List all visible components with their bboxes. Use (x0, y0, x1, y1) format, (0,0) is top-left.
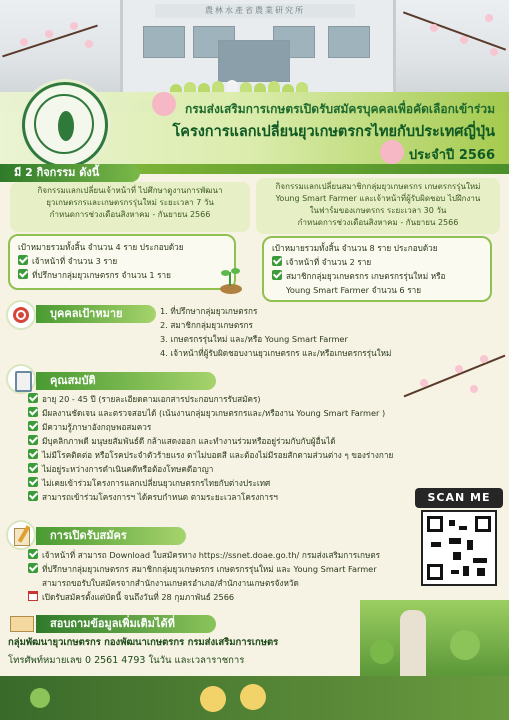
text-line: กิจกรรมแลกเปลี่ยนสมาชิกกลุ่มยุวเกษตรกร เกษตรกรรุ่นใหม่ (275, 182, 481, 191)
text: มีผลงานชัดเจน และตรวจสอบได้ (เน้นงานกลุ่มยุวเกษตรกรและ/หรืองาน Young Smart Farmer ) (42, 408, 386, 418)
application-heading: การเปิดรับสมัคร (36, 527, 186, 545)
target-item (272, 269, 482, 283)
text-line: Young Smart Farmer และเจ้าหน้าที่ผู้รับผิดชอบ ไปฝึกงาน (275, 194, 481, 203)
application-item (28, 548, 408, 562)
text: ไม่เคยเข้าร่วมโครงการแลกเปลี่ยนยุวเกษตรกรไทยกับต่างประเทศ (42, 478, 271, 488)
check-icon (28, 549, 38, 559)
check-icon (28, 491, 38, 501)
text: เจ้าหน้าที่ จำนวน 3 ราย (32, 256, 118, 266)
building-sign: 農林水產省農業研究所 (155, 4, 355, 18)
scan-me-label: SCAN ME (415, 488, 503, 508)
check-icon (28, 421, 38, 431)
text: ที่ปรึกษากลุ่มยุวเกษตรกร จำนวน 1 ราย (32, 270, 171, 280)
qr-code[interactable] (421, 510, 497, 586)
footer-photo-strip (0, 676, 509, 720)
activities-heading: มี 2 กิจกรรม ดังนี้ (0, 164, 140, 182)
text: อายุ 20 - 45 ปี (รายละเอียดตามเอกสารประกอบการรับสมัคร) (42, 394, 261, 404)
application-list (28, 548, 408, 604)
list-item: 2. สมาชิกกลุ่มยุวเกษตรกร (160, 320, 253, 330)
list-item: 3. เกษตรกรรุ่นใหม่ และ/หรือ Young Smart Farmer (160, 334, 348, 344)
cherry-blossom-right (400, 0, 509, 70)
text: มีความรู้ภาษาอังกฤษพอสมควร (42, 422, 152, 432)
contact-line-1: กลุ่มพัฒนายุวเกษตรกร กองพัฒนาเกษตรกร กรมส่งเสริมการเกษตร (8, 637, 279, 648)
calendar-icon (28, 591, 38, 601)
deadline (28, 590, 408, 604)
text: สมาชิกกลุ่มยุวเกษตรกร เกษตรกรรุ่นใหม่ หรือ (286, 271, 446, 281)
logo-emblem (58, 111, 74, 141)
target-total: เป้าหมายรวมทั้งสิ้น จำนวน 8 ราย ประกอบด้วย (272, 243, 438, 253)
department-logo (22, 82, 108, 168)
contact-heading: สอบถามข้อมูลเพิ่มเติมได้ที่ (36, 615, 216, 633)
text: ที่ปรึกษากลุ่มยุวเกษตรกร สมาชิกกลุ่มยุวเกษตรกร เกษตรกรรุ่นใหม่ และ Young Smart Farmer (42, 564, 377, 574)
text: ไม่อยู่ระหว่างการดำเนินคดีหรือต้องโทษคดีอาญา (42, 464, 214, 474)
qualification-item (28, 434, 468, 448)
target-item-cont: Young Smart Farmer จำนวน 6 ราย (286, 285, 422, 295)
text-line: กำหนดการช่วงเดือนสิงหาคม - กันยายน 2566 (297, 218, 459, 227)
list-item: 4. เจ้าหน้าที่ผู้รับผิดชอบงานยุวเกษตรกร และ/หรือเกษตรกรรุ่นใหม่ (160, 348, 392, 358)
target-total: เป้าหมายรวมทั้งสิ้น จำนวน 4 ราย ประกอบด้วย (18, 242, 184, 252)
qualifications-heading: คุณสมบัติ (36, 372, 216, 390)
contact-line-2: โทรศัพท์หมายเลข 0 2561 4793 ในวัน และเวลาราชการ (8, 655, 245, 666)
envelope-icon (10, 616, 34, 632)
activity-left-header (10, 182, 250, 232)
text-line: กำหนดการช่วงเดือนสิงหาคม - กันยายน 2566 (49, 210, 211, 219)
qualification-item (28, 406, 468, 420)
activity-right-box (262, 236, 492, 302)
application-item-cont: สามารถขอรับใบสมัครจากสำนักงานเกษตรอำเภอ/สำนักงานเกษตรจังหวัด (42, 578, 299, 588)
qualification-item (28, 448, 468, 462)
qualifications-list (28, 392, 468, 504)
check-icon (28, 435, 38, 445)
check-icon (18, 255, 28, 265)
text-line: ยุวเกษตรกรและเกษตรกรรุ่นใหม่ ระยะเวลา 7 วัน (46, 198, 214, 207)
application-item (28, 562, 408, 576)
targets-heading: บุคคลเป้าหมาย (36, 305, 156, 323)
check-icon (28, 463, 38, 473)
title-line-1: กรมส่งเสริมการเกษตรเปิดรับสมัครบุคคลเพื่อคัดเลือกเข้าร่วม (185, 102, 495, 116)
qualification-item (28, 476, 468, 490)
logo-ring (34, 94, 94, 154)
text-line: กิจกรรมแลกเปลี่ยนเจ้าหน้าที่ ไปศึกษาดูงานการพัฒนา (37, 186, 223, 195)
pencil-paper-icon (6, 520, 36, 550)
clipboard-icon (6, 364, 36, 394)
check-icon (18, 269, 28, 279)
flower-icon (152, 92, 176, 116)
list-item: 1. ที่ปรึกษากลุ่มยุวเกษตรกร (160, 306, 258, 316)
qualification-item (28, 462, 468, 476)
cherry-blossom-left (0, 10, 110, 70)
check-icon (28, 477, 38, 487)
text: ไม่มีโรคติดต่อ หรือโรคประจำตัวร้ายแรง ตาไม่บอดสี และต้องไม่มีรอยสักตามส่วนต่าง ๆ ของร่างกาย (42, 450, 394, 460)
qualification-item (28, 490, 468, 504)
qualification-item (28, 392, 468, 406)
flower-icon (380, 140, 404, 164)
target-item (272, 255, 482, 269)
sprout-icon (216, 266, 244, 294)
plant-icon (272, 262, 286, 276)
target-icon (6, 300, 36, 330)
target-item (18, 268, 226, 282)
title-line-2: โครงการแลกเปลี่ยนยุวเกษตรกรไทยกับประเทศญี่ปุ่น (172, 124, 495, 140)
text: เจ้าหน้าที่ จำนวน 2 ราย (286, 257, 372, 267)
text: เปิดรับสมัครตั้งแต่บัดนี้ จนถึงวันที่ 28 กุมภาพันธ์ 2566 (42, 592, 235, 602)
text: มีบุคลิกภาพดี มนุษยสัมพันธ์ดี กล้าแสดงออก และทำงานร่วมหรืออยู่ร่วมกับกับผู้อื่นได้ (42, 436, 336, 446)
activity-right-header (256, 178, 500, 234)
qualification-item (28, 420, 468, 434)
text: สามารถเข้าร่วมโครงการฯ ได้ครบกำหนด ตามระยะเวลาโครงการฯ (42, 492, 278, 502)
text-line: ในฟาร์มของเกษตรกร ระยะเวลา 30 วัน (309, 206, 447, 215)
title-line-3: ประจำปี 2566 (408, 148, 495, 163)
check-icon (28, 393, 38, 403)
check-icon (28, 563, 38, 573)
check-icon (28, 407, 38, 417)
text: เจ้าหน้าที่ สามารถ Download ใบสมัครทาง https://ssnet.doae.go.th/ กรมส่งเสริมการเกษตร (42, 550, 381, 560)
check-icon (28, 449, 38, 459)
activity-left-box (8, 234, 236, 290)
target-item (18, 254, 226, 268)
